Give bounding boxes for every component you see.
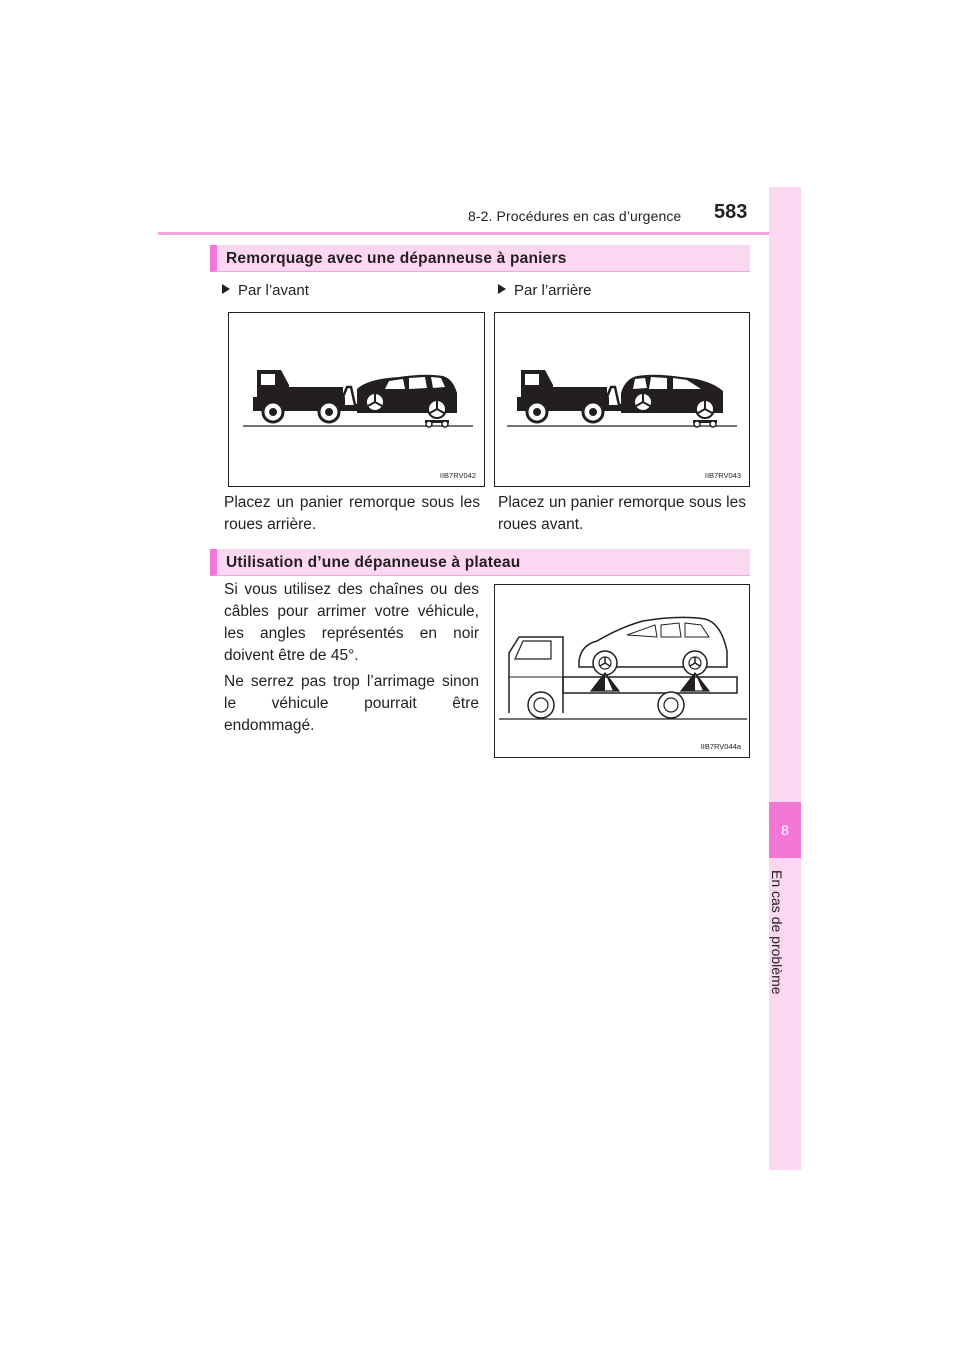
chapter-side-band (769, 187, 801, 1170)
section-heading-text: Utilisation d’une dépanneuse à plateau (226, 554, 521, 571)
figure-flatbed-truck (494, 584, 750, 758)
triangle-bullet-icon (222, 284, 230, 294)
figure-tow-from-front (228, 312, 485, 487)
figure-code: IIB7RV043 (704, 471, 741, 480)
figure-code: IIB7RV042 (439, 471, 476, 480)
caption-from-front: Placez un panier remorque sous les roues arrière. (224, 494, 480, 533)
paragraph-tie-down-warning: Ne serrez pas trop l’arrimage sinon le véhicule pourrait être endommagé. (224, 673, 479, 734)
chapter-title: En cas de problème (769, 870, 785, 995)
caption-from-rear: Placez un panier remorque sous les roues avant. (498, 494, 746, 533)
figure-code: IIB7RV044a (700, 742, 741, 751)
section-header: 8-2. Procédures en cas d’urgence (468, 208, 682, 224)
triangle-bullet-icon (498, 284, 506, 294)
paragraph-chains-angle: Si vous utilisez des chaînes ou des câbles pour arrimer votre véhicule, les angles représentés en noir doivent être de 45°. (224, 581, 479, 664)
flatbed-truck-illustration (495, 585, 751, 759)
label-text: Par l’avant (238, 282, 309, 299)
figure-tow-from-rear (494, 312, 750, 487)
label-from-front (222, 282, 309, 299)
label-text: Par l’arrière (514, 282, 592, 299)
section-heading-wheel-lift (210, 245, 750, 272)
chapter-number: 8 (781, 822, 789, 838)
section-heading-text: Remorquage avec une dépanneuse à paniers (226, 250, 567, 267)
tow-truck-front-illustration (229, 313, 486, 488)
tow-truck-rear-illustration (495, 313, 751, 488)
label-from-rear (498, 282, 592, 299)
page-number: 583 (714, 201, 748, 223)
header-rule (158, 232, 801, 235)
section-heading-flatbed (210, 549, 750, 576)
